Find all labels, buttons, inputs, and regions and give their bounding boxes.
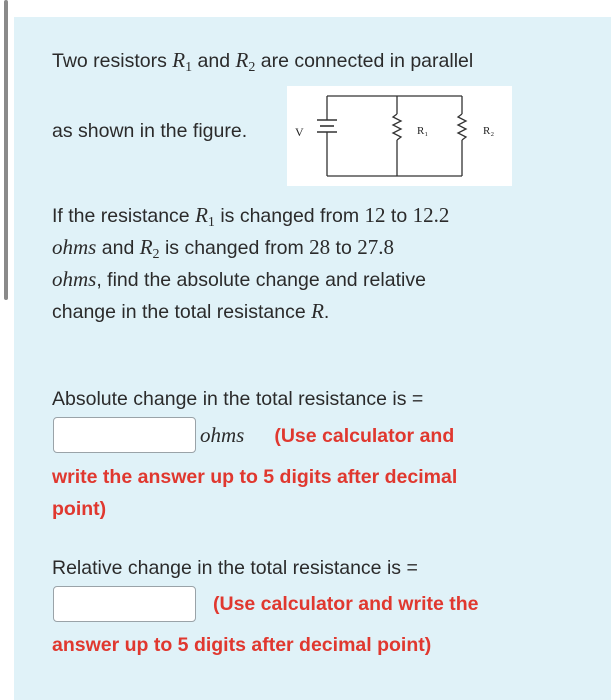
r2-zigzag bbox=[458, 114, 466, 140]
r1-zigzag bbox=[393, 114, 401, 140]
absolute-hint-3: point) bbox=[52, 498, 107, 520]
question-paragraph-2-line-4: change in the total resistance R. bbox=[52, 299, 330, 323]
relative-hint-1: (Use calculator and write the bbox=[213, 593, 479, 615]
scrollbar[interactable] bbox=[4, 0, 8, 300]
relative-hint-2: answer up to 5 digits after decimal point) bbox=[52, 634, 432, 656]
absolute-change-label: Absolute change in the total resistance is = bbox=[52, 388, 424, 410]
v-label: V bbox=[295, 125, 304, 139]
absolute-hint-2: write the answer up to 5 digits after decimal bbox=[52, 466, 458, 488]
r1-label: R₁ bbox=[417, 125, 429, 137]
question-paragraph-2-line-3: ohms, find the absolute change and relative bbox=[52, 267, 426, 291]
question-text: Two resistors bbox=[52, 50, 173, 72]
r2-symbol: $R_2$ bbox=[235, 48, 256, 75]
question-paragraph-2-line-2: ohms and $R_2$ is changed from 28 to 27.8 bbox=[52, 235, 394, 262]
circuit-figure bbox=[287, 86, 512, 186]
question-paragraph-2-line-1: If the resistance $R_1$ is changed from 12 to 12.2 bbox=[52, 203, 450, 230]
question-line-2: as shown in the figure. bbox=[52, 120, 248, 142]
r2-label: R₂ bbox=[483, 125, 495, 137]
circuit-diagram bbox=[287, 86, 512, 186]
relative-change-label: Relative change in the total resistance is = bbox=[52, 557, 418, 579]
absolute-hint-1: (Use calculator and bbox=[274, 425, 455, 447]
r1-symbol: $R_1$ bbox=[172, 48, 193, 75]
question-line-1: Two resistors $R_1$ and $R_2$ are connected in parallel bbox=[52, 48, 474, 75]
absolute-change-input[interactable] bbox=[53, 417, 196, 453]
relative-change-input[interactable] bbox=[53, 586, 196, 622]
ohms-unit: ohms bbox=[200, 423, 245, 447]
absolute-change-unit-row bbox=[200, 419, 454, 452]
r1-symbol-2: $R_1$ bbox=[195, 203, 215, 230]
r2-symbol-2: $R_2$ bbox=[139, 235, 160, 262]
